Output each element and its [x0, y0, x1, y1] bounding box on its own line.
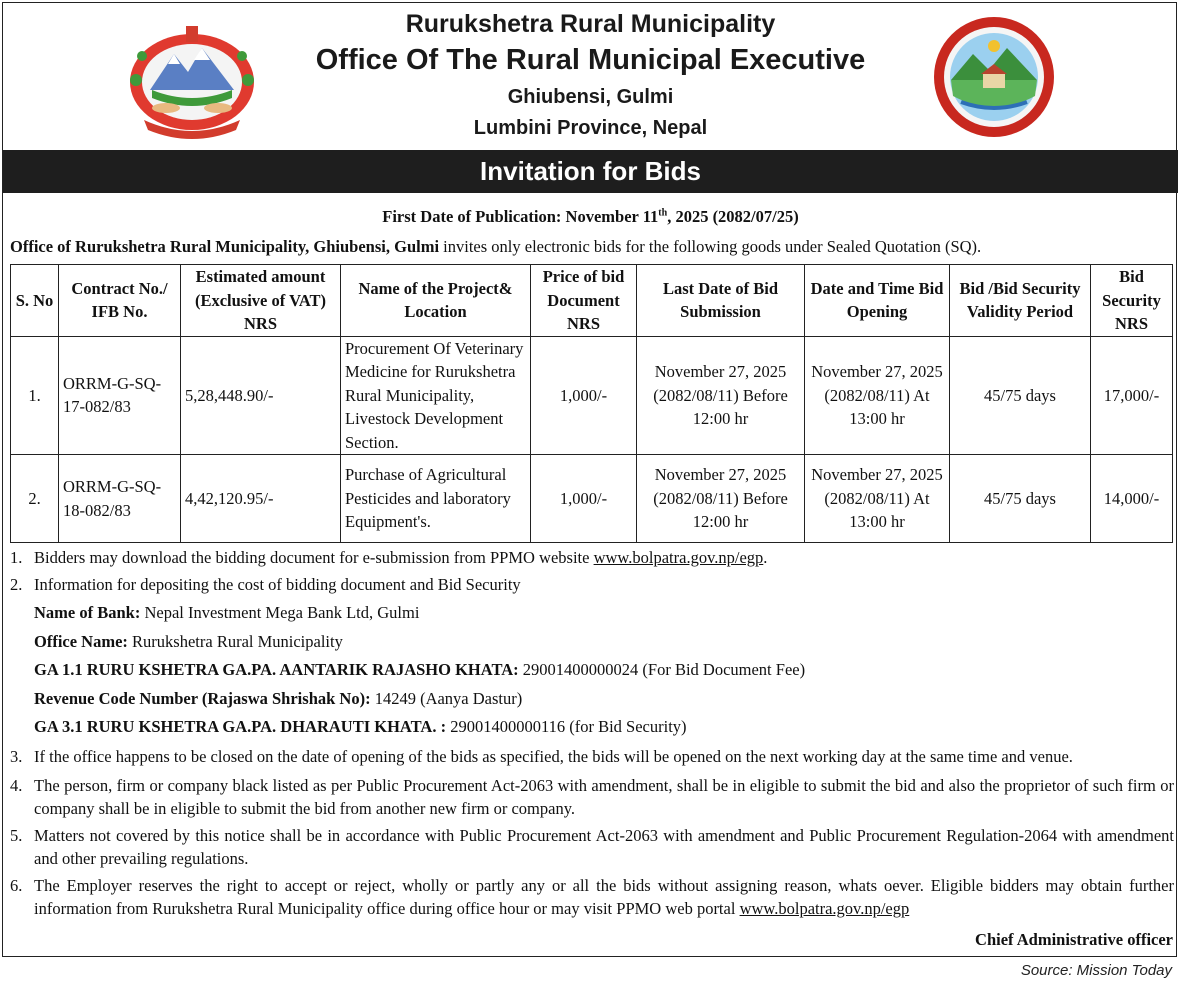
office-title: Office Of The Rural Municipal Executive	[315, 44, 866, 76]
col-header: Contract No./ IFB No.	[59, 265, 181, 337]
cell-doc-price: 1,000/-	[531, 336, 637, 455]
cell-opening: November 27, 2025 (2082/08/11) At 13:00 hr	[805, 455, 950, 543]
col-header: Name of the Project& Location	[341, 265, 531, 337]
cell-last-date: November 27, 2025 (2082/08/11) Before 12:00 hr	[637, 455, 805, 543]
table-row	[11, 455, 1173, 543]
note-2: 2. Information for depositing the cost of bidding document and Bid Security	[10, 575, 521, 594]
col-header: Estimated amount (Exclusive of VAT) NRS	[181, 265, 341, 337]
cell-last-date: November 27, 2025 (2082/08/11) Before 12:00 hr	[637, 336, 805, 455]
note-4: 4. The person, firm or company black listed as per Public Procurement Act-2063 with amendment, shall be in eligible to submit the bid and also the proprietor of such firm or company shall be in eligible to submit the bid from another new firm or company.	[10, 775, 1174, 818]
notice-banner: Invitation for Bids	[3, 150, 1178, 193]
source-credit: Source: Mission Today	[1020, 962, 1172, 979]
table-row	[11, 336, 1173, 455]
province: Lumbini Province, Nepal	[473, 117, 708, 139]
col-header: Bid /Bid Security Validity Period	[950, 265, 1091, 337]
cell-contract: ORRM-G-SQ-17-082/83	[59, 336, 181, 455]
cell-validity: 45/75 days	[950, 336, 1091, 455]
cell-sno: 1.	[11, 336, 59, 455]
bank-name: Name of Bank: Nepal Investment Mega Bank Ltd, Gulmi	[34, 603, 420, 622]
cell-doc-price: 1,000/-	[531, 455, 637, 543]
col-header: Bid Security NRS	[1091, 265, 1173, 337]
revenue-code: Revenue Code Number (Rajaswa Shrishak No): 14249 (Aanya Dastur)	[34, 688, 523, 708]
office-location: Ghiubensi, Gulmi	[507, 86, 674, 108]
notes-list	[10, 545, 1174, 924]
cell-security: 14,000/-	[1091, 455, 1173, 543]
cell-contract: ORRM-G-SQ-18-082/83	[59, 455, 181, 543]
col-header: Date and Time Bid Opening	[805, 265, 950, 337]
col-header: S. No	[11, 265, 59, 337]
cell-validity: 45/75 days	[950, 455, 1091, 543]
cell-project: Purchase of Agricultural Pesticides and laboratory Equipment's.	[341, 455, 531, 543]
cell-amount: 5,28,448.90/-	[181, 336, 341, 455]
signoff: Chief Administrative officer	[975, 930, 1173, 949]
col-header: Price of bid Document NRS	[531, 265, 637, 337]
cell-project: Procurement Of Veterinary Medicine for Rurukshetra Rural Municipality, Livestock Development Section.	[341, 336, 531, 455]
table-header-row	[11, 265, 1173, 337]
intro-text: Office of Rurukshetra Rural Municipality, Ghiubensi, Gulmi invites only electronic bids for the following goods under Sealed Quotation (SQ).	[10, 237, 982, 256]
col-header: Last Date of Bid Submission	[637, 265, 805, 337]
note-1: 1. Bidders may download the bidding document for e-submission from PPMO website www.bolpatra.gov.np/egp.	[10, 548, 768, 567]
cell-security: 17,000/-	[1091, 336, 1173, 455]
ppmo-link[interactable]: www.bolpatra.gov.np/egp	[593, 548, 764, 567]
note-5: 5. Matters not covered by this notice shall be in accordance with Public Procurement Act-2063 with amendment and Public Procurement Regulation-2064 with amendment and other prevailing regulations.	[10, 825, 1174, 868]
municipality-name: Rurukshetra Rural Municipality	[405, 10, 776, 38]
office-name: Office Name: Rurukshetra Rural Municipality	[34, 631, 343, 651]
ga31-account: GA 3.1 RURU KSHETRA GA.PA. DHARAUTI KHATA. : 29001400000116 (for Bid Security)	[34, 717, 687, 736]
publication-date: First Date of Publication: November 11th, 2025 (2082/07/25)	[382, 207, 799, 226]
cell-amount: 4,42,120.95/-	[181, 455, 341, 543]
bids-table	[10, 264, 1173, 543]
note-6: 6. The Employer reserves the right to accept or reject, wholly or partly any or all the bids without assigning reason, whats oever. Eligible bidders may obtain further information from Rurukshetra Rural Municipality office during office hour or may visit PPMO web portal www.bolpatra.gov.np/egp	[10, 875, 1174, 918]
cell-opening: November 27, 2025 (2082/08/11) At 13:00 hr	[805, 336, 950, 455]
ppmo-portal-link[interactable]: www.bolpatra.gov.np/egp	[739, 899, 910, 918]
cell-sno: 2.	[11, 455, 59, 543]
note-3: 3. If the office happens to be closed on the date of opening of the bids as specified, the bids will be opened on the next working day at the same time and venue.	[10, 746, 1073, 766]
ga11-account: GA 1.1 RURU KSHETRA GA.PA. AANTARIK RAJASHO KHATA: 29001400000024 (For Bid Document Fee)	[34, 660, 806, 679]
